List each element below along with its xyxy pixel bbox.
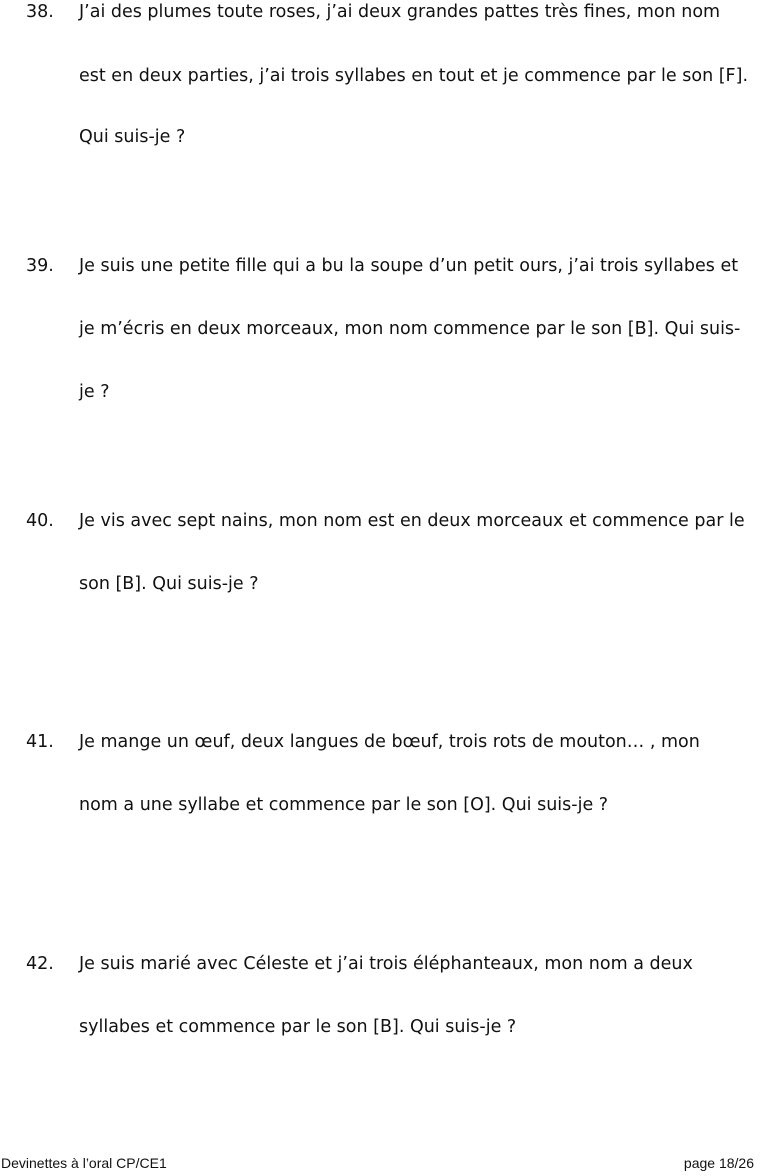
riddle-number: 42. bbox=[26, 954, 54, 974]
riddle-line: Je mange un œuf, deux langues de bœuf, trois rots de mouton… , mon bbox=[79, 732, 700, 752]
riddle-number: 39. bbox=[26, 256, 54, 276]
riddle-line: Je vis avec sept nains, mon nom est en deux morceaux et commence par le bbox=[79, 511, 745, 531]
riddle-line: nom a une syllabe et commence par le son [O]. Qui suis-je ? bbox=[79, 795, 609, 815]
riddle-line: je m’écris en deux morceaux, mon nom commence par le son [B]. Qui suis- bbox=[79, 319, 741, 339]
riddle-line: Je suis une petite fille qui a bu la soupe d’un petit ours, j’ai trois syllabes et bbox=[79, 256, 739, 276]
riddle-line: est en deux parties, j’ai trois syllabes en tout et je commence par le son [F]. bbox=[79, 66, 749, 86]
riddle-line: je ? bbox=[79, 382, 110, 402]
riddle-number: 38. bbox=[26, 2, 54, 22]
riddle-number: 41. bbox=[26, 732, 54, 752]
riddle-line: J’ai des plumes toute roses, j’ai deux grandes pattes très fines, mon nom bbox=[79, 2, 721, 22]
riddle-line: Je suis marié avec Céleste et j’ai trois éléphanteaux, mon nom a deux bbox=[79, 954, 693, 974]
footer-title: Devinettes à l’oral CP/CE1 bbox=[1, 1155, 167, 1171]
riddle-line: syllabes et commence par le son [B]. Qui suis-je ? bbox=[79, 1017, 517, 1037]
riddle-line: son [B]. Qui suis-je ? bbox=[79, 574, 259, 594]
riddle-line: Qui suis-je ? bbox=[79, 127, 186, 147]
footer-page-number: page 18/26 bbox=[683, 1155, 754, 1171]
riddle-number: 40. bbox=[26, 511, 54, 531]
